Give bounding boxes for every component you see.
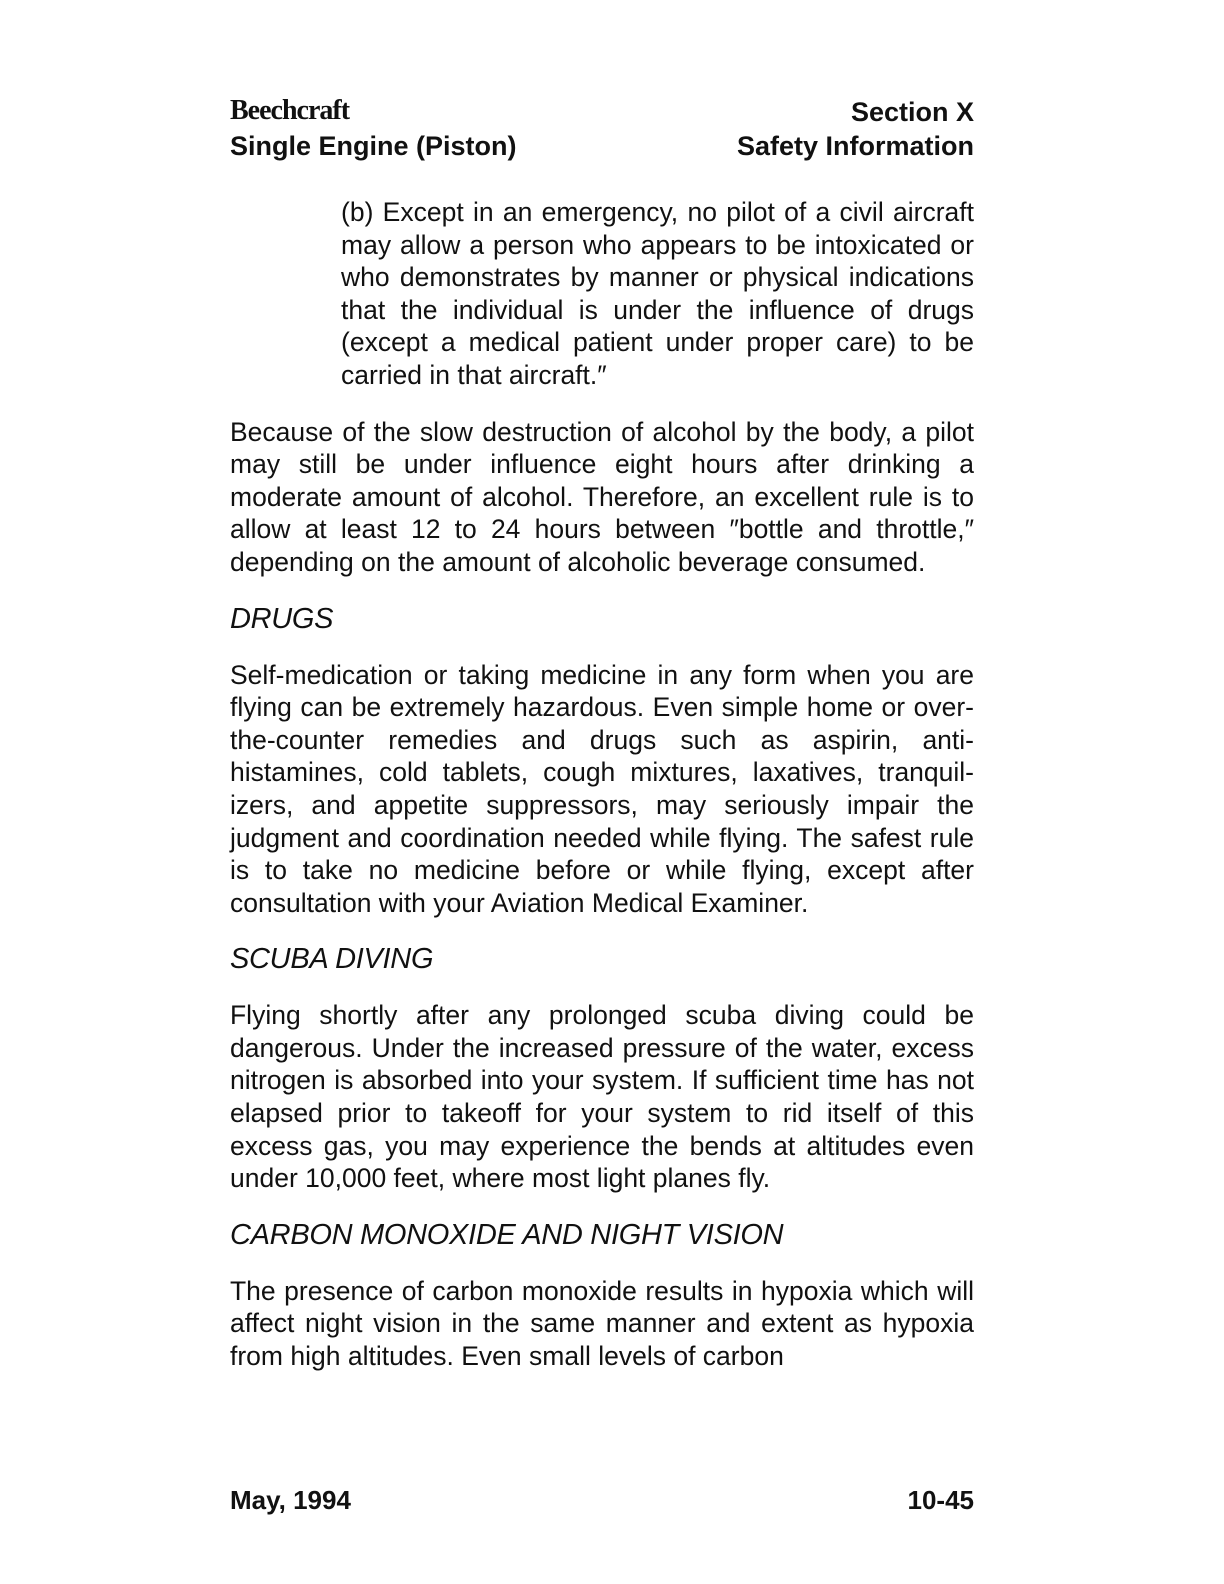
drugs-heading: DRUGS [230,602,334,635]
page-header [230,94,974,164]
section-number: Section X [850,97,974,127]
alcohol-paragraph: Because of the slow destruction of alcohol by the body, a pilot may still be under influence eight hours after drinking a moderate amount of alcohol. Therefore, an excellent rule is to allow at least 12 to 24 hours between ″bottle and throttle,″ depending on the amount of alcoholic beverage consumed. [230,416,974,577]
page-number: 10-45 [907,1485,974,1515]
drugs-paragraph: Self-medication or taking medicine in any form when you are flying can be extremely hazardous. Even simple home or over-the-counter remedies and drugs such as aspirin, antihistamines, cold tablets, cough mixtures, laxatives, tranquilizers, and appetite suppressors, may seriously impair the judgment and coordination needed while flying. The safest rule is to take no medicine before or while flying, except after consultation with your Aviation Medical Examiner. [230,659,974,918]
scuba-diving-paragraph: Flying shortly after any prolonged scuba diving could be dangerous. Under the increased pressure of the water, excess nitrogen is absorbed into your system. If sufficient time has not elapsed prior to takeoff for your system to rid itself of this excess gas, you may experience the bends at altitudes even under 10,000 feet, where most light planes fly. [230,1000,974,1194]
carbon-monoxide-paragraph: The presence of carbon monoxide results in hypoxia which will affect night vision in the same manner and extent as hypoxia from high altitudes. Even small levels of carbon [230,1275,974,1372]
scuba-diving-heading: SCUBA DIVING [230,943,434,976]
regulation-quote: (b) Except in an emergency, no pilot of a civil aircraft may allow a person who appears to be intoxicated or who demonstrates by manner or physical indications that the individual is under the influence of drugs (except a medical patient under proper care) to be carried in that aircraft.″ [341,197,974,390]
brand-logo: Beechcraft [230,95,350,126]
page-content [230,196,974,1373]
section-title: Safety Information [736,131,974,161]
revision-date: May, 1994 [230,1485,351,1515]
aircraft-model: Single Engine (Piston) [230,131,517,161]
page-footer [230,1484,974,1520]
carbon-monoxide-heading: CARBON MONOXIDE AND NIGHT VISION [230,1218,784,1251]
